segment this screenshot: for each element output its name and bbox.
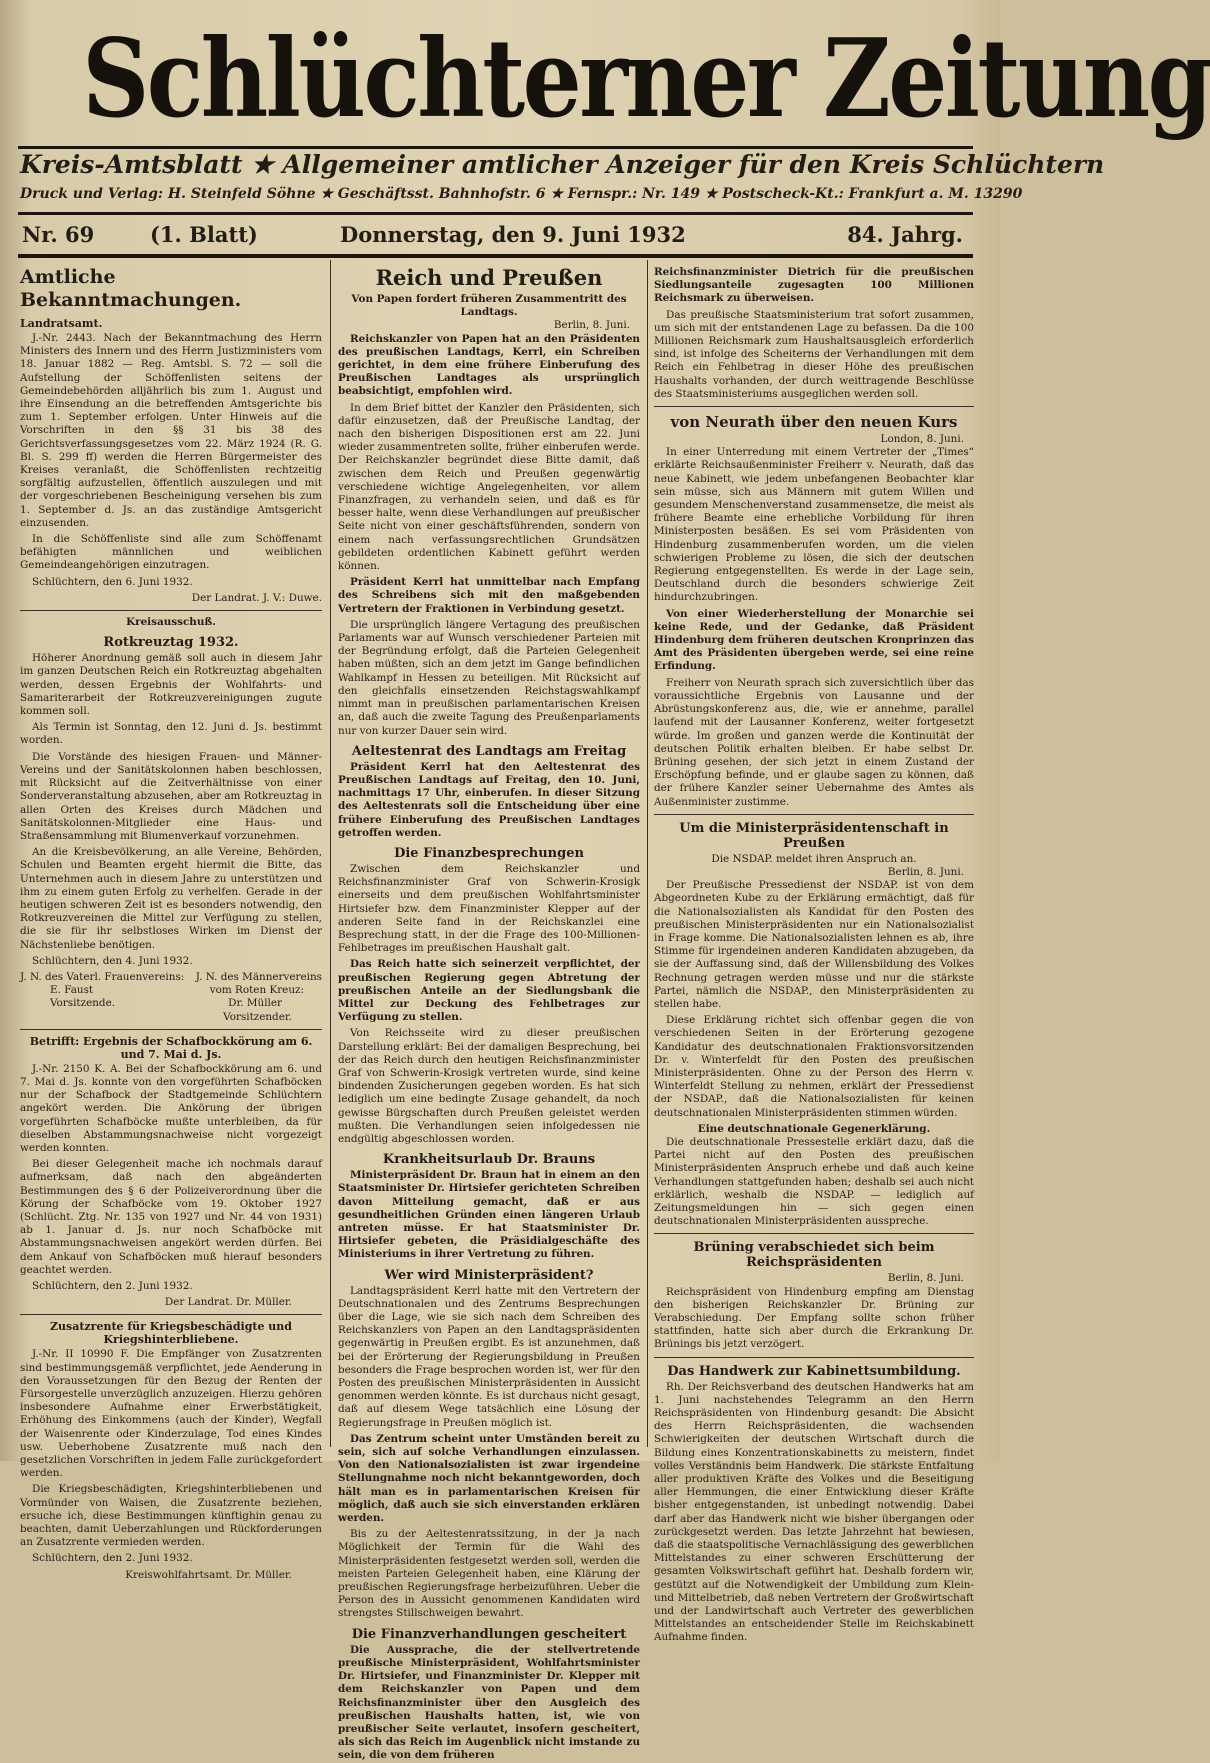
signature: Vorsitzende. bbox=[50, 997, 116, 1010]
signature: Der Landrat. Dr. Müller. bbox=[164, 1296, 292, 1309]
issue-sheet: (1. Blatt) bbox=[150, 222, 258, 247]
issue-dateline bbox=[22, 222, 967, 252]
paragraph: Präsident Kerrl hat unmittelbar nach Empfang des Schreibens sich mit den maßgebenden Vertretern der Fraktionen in Verbindung gesetzt. bbox=[338, 576, 640, 615]
paragraph: Von Reichsseite wird zu dieser preußischen Darstellung erklärt: Bei der damaligen Besprechung, bei der das Reich durch den heutigen Reichsfinanzminister Graf von Schwerin-Krosigk vertreten wurde, sind keine bindenden Zusicherungen gegeben worden. Es hat sich lediglich um eine bedingte Zusage gehandelt, da noch gewisse Bürgschaften durch Preußen geleistet werden mußten. Die Verhandlungen seien infolgedessen nie endgültig abgeschlossen worden. bbox=[338, 1027, 640, 1145]
paragraph: In dem Brief bittet der Kanzler den Präsidenten, sich dafür einzusetzen, daß der Preußische Landtag, der nach den bisherigen Dispositionen erst am 22. Juni wieder zusammentreten sollte, früher einberufen werde. Der Reichskanzler begründet diese Bitte damit, daß zwischen dem Reich und Preußen gegenwärtig verschiedene wichtige Angelegenheiten, vor allem Finanzfragen, zu verhandeln seien, und daß es für besser halte, wenn diese Verhandlungen auf preußischer Seite nicht von einer geschäftsführenden, sondern von einem nach verfassungsrechtlichen Grundsätzen gebildeten ordentlichen Kabinett geführt werden können. bbox=[338, 401, 640, 573]
divider bbox=[654, 1233, 974, 1234]
subheading: Die NSDAP. meldet ihren Anspruch an. bbox=[711, 852, 917, 865]
article-heading: Die Finanzbesprechungen bbox=[394, 845, 584, 861]
column-politics bbox=[654, 266, 974, 1644]
column-rule bbox=[330, 260, 331, 1447]
office-label: Kreisausschuß. bbox=[126, 616, 216, 629]
dateline: London, 8. Juni. bbox=[880, 433, 964, 446]
signature-block bbox=[20, 971, 322, 984]
paragraph: Die Vorstände des hiesigen Frauen- und Männer-Vereins und der Sanitätskolonnen haben beschlossen, mit Rücksicht auf die Zeitverhältnisse von einer Sonderveranstaltung abzusehen, aber am Rotkreuztag in allen Orten des Kreises durch Mädchen und Sanitätskolonnen-Mitglieder eine Haus- und Straßensammlung mit Blumenverkauf vorzunehmen. bbox=[20, 750, 322, 842]
divider bbox=[654, 814, 974, 815]
article-heading: Betrifft: Ergebnis der Schafbockkörung am 6. und 7. Mai d. Js. bbox=[29, 1034, 313, 1061]
paragraph: Höherer Anordnung gemäß soll auch in diesem Jahr im ganzen Deutschen Reich ein Rotkreuztag abgehalten werden, dessen Ergebnis der Wohlfahrts- und Samariterarbeit der Rotkreuzvereinigungen zugute kommen soll. bbox=[20, 652, 322, 718]
divider bbox=[20, 610, 322, 611]
article-heading: Aeltestenrat des Landtags am Freitag bbox=[351, 743, 627, 759]
place-date: Schlüchtern, den 6. Juni 1932. bbox=[32, 575, 193, 588]
subheading: Eine deutschnationale Gegenerklärung. bbox=[697, 1122, 931, 1135]
paragraph: In die Schöffenliste sind alle zum Schöffenamt befähigten männlichen und weiblichen Gemeindeangehörigen einzutragen. bbox=[20, 533, 322, 572]
masthead-subtitle: Kreis-Amtsblatt ★ Allgemeiner amtlicher Anzeiger für den Kreis Schlüchtern bbox=[20, 150, 1105, 179]
paragraph: Die ursprünglich längere Vertagung des preußischen Parlaments war auf Wunsch verschiedener Parteien mit der Begründung erfolgt, daß die Parteien Gelegenheit haben müßten, sich an dem jetzt im Gange befindlichen Wahlkampf in Hessen zu beteiligen. Mit Rücksicht auf den gleichfalls einsetzenden Reichstagswahlkampf nimmt man in preußischen parlamentarischen Kreisen an, daß auch die zweite Tagung des Preußenparlaments nur von kurzer Dauer sein wird. bbox=[338, 618, 640, 737]
paragraph: Reichsfinanzminister Dietrich für die preußischen Siedlungsanteile zugesagten 100 Millionen Reichsmark zu überweisen. bbox=[654, 266, 974, 305]
signature: J. N. des Vaterl. Frauenvereins: bbox=[20, 970, 185, 983]
article-heading: Wer wird Ministerpräsident? bbox=[384, 1267, 594, 1283]
issue-number: Nr. 69 bbox=[22, 222, 95, 247]
paragraph: J.-Nr. II 10990 F. Die Empfänger von Zusatzrenten sind bestimmungsgemäß verpflichtet, jede Aenderung in den Voraussetzungen für den Bezug der Renten der Fürsorgestelle unverzüglich anzuzeigen. Hierzu gehören insbesondere Aufnahme einer Erwerbstätigkeit, Erhöhung des Einkommens (auch der Kinder), Wegfall der Waisenrente oder Kinderzulage, Tod eines Kindes usw. Ueberhobene Zusatzrente muß nach den gesetzlichen Vorschriften in jedem Falle zurückgefordert werden. bbox=[20, 1348, 322, 1480]
divider bbox=[20, 1029, 322, 1030]
paragraph: Präsident Kerrl hat den Aeltestenrat des Preußischen Landtags auf Freitag, den 10. Juni, nachmittags 17 Uhr, einberufen. In dieser Sitzung des Aeltestenrats soll die Entscheidung über eine frühere Einberufung des Preußischen Landtages getroffen werden. bbox=[338, 760, 640, 839]
masthead-title: Schlüchterner Zeitung bbox=[82, 16, 1210, 142]
paragraph: Reichskanzler von Papen hat an den Präsidenten des preußischen Landtags, Kerrl, ein Schreiben gerichtet, in dem eine frühere Einberufung des Preußischen Landtages als ursprünglich beabsichtigt, empfohlen wird. bbox=[338, 332, 640, 398]
paragraph: Freiherr von Neurath sprach sich zuversichtlich über das voraussichtliche Ergebnis von Lausanne und der Abrüstungskonferenz aus, die, wie er annehme, parallel laufend mit der Lausanner Konferenz, weiter fortgesetzt würde. Im großen und ganzen werde die Kontinuität der deutschen Politik erhalten bleiben. Er habe selbst Dr. Brüning gesehen, der sich jetzt in einem Zustand der Erschöpfung befinde, und er glaube sagen zu können, daß der frühere Kanzler seiner Uebernahme des Amtes als Außenminister zustimme. bbox=[654, 676, 974, 808]
divider bbox=[18, 254, 973, 258]
column-official-notices bbox=[20, 266, 322, 1581]
paragraph: Reichspräsident von Hindenburg empfing am Dienstag den bisherigen Reichskanzler Dr. Brüning zur Verabschiedung. Der Empfang sollte schon früher stattfinden, hatte sich aber durch die Erkrankung Dr. Brünings bis jetzt verzögert. bbox=[654, 1285, 974, 1351]
paragraph: Das Reich hatte sich seinerzeit verpflichtet, der preußischen Regierung gegen Abtretung der preußischen Anteile an der Siedlungsbank die Mittel zur Deckung des Fehlbetrages zur Verfügung zu stellen. bbox=[338, 958, 640, 1024]
place-date: Schlüchtern, den 2. Juni 1932. bbox=[32, 1280, 193, 1292]
paragraph: Ministerpräsident Dr. Braun hat in einem an den Staatsminister Dr. Hirtsiefer gerichteten Schreiben davon Mitteilung gemacht, daß er aus gesundheitlichen Gründen einen längeren Urlaub antreten müsse. Er hat Staatsminister Dr. Hirtsiefer gebeten, die Präsidialgeschäfte des Ministeriums in ihrer Vertretung zu führen. bbox=[338, 1169, 640, 1261]
issue-year: 84. Jahrg. bbox=[847, 222, 963, 247]
signature-block bbox=[20, 997, 322, 1010]
section-heading: Amtliche Bekanntmachungen. bbox=[20, 266, 242, 311]
article-heading: Um die Ministerpräsidentenschaft in Preußen bbox=[679, 820, 949, 851]
signature: J. N. des Männervereins bbox=[195, 970, 322, 983]
issue-date: Donnerstag, den 9. Juni 1932 bbox=[340, 222, 686, 247]
paragraph: Die deutschnationale Pressestelle erklärt dazu, daß die Partei nicht auf den Posten des preußischen Ministerpräsidenten Anspruch erhebe und daß auch keine Verhandlungen stattgefunden haben; deshalb sei auch nicht erklärlich, weshalb die NSDAP. — lediglich auf Zeitungsmeldungen hin — sich gegen einen deutschnationalen Ministerpräsidenten ausspreche. bbox=[654, 1135, 974, 1228]
dateline: Berlin, 8. Juni. bbox=[887, 1272, 964, 1285]
signature: Vorsitzender. bbox=[223, 1010, 292, 1023]
divider bbox=[18, 212, 973, 215]
signature: E. Faust bbox=[50, 984, 94, 997]
paragraph: Bei dieser Gelegenheit mache ich nochmals darauf aufmerksam, daß nach den abgeänderten Bestimmungen des § 6 der Polizeiverordnung über die Körung der Schafböcke vom 19. Oktober 1927 (Schlücht. Ztg. Nr. 135 von 1927 und Nr. 44 von 1931) ab 1. Januar d. Js. nur noch Schafböcke mit Abstammungsnachweisen angekört werden dürfen. Bei dem Ankauf von Schafböcken muß hierauf besonders geachtet werden. bbox=[20, 1158, 322, 1276]
article-heading: Rotkreuztag 1932. bbox=[103, 635, 239, 651]
paragraph: In einer Unterredung mit einem Vertreter der „Times“ erklärte Reichsaußenminister Freiherr v. Neurath, daß das neue Kabinett, wie jedem unbefangenen Beobachter klar sein müsse, sich aus Männern mit gutem Willen und gesundem Menschenverstand zusammensetze, die meist als frühere Beamte eine erhebliche Vorbildung für ihren Ministerposten besäßen. Es sei vom Präsidenten von Hindenburg zusammenberufen worden, um die vielen schwierigen Probleme zu lösen, die sich der deutschen Regierung entgegenstellten. Es werde in der Lage sein, Deutschland durch die besonders schwierige Zeit hindurchzubringen. bbox=[654, 446, 974, 604]
paragraph: J.-Nr. 2150 K. A. Bei der Schafbockkörung am 6. und 7. Mai d. Js. konnte von den vorgeführten Schafböcken nur der Schafbock der Stadtgemeinde Schlüchtern angekört werden. Die Ankörung der übrigen vorgeführten Schafböcke mußte unterbleiben, da für dieselben Abstammungsnachweise nicht vorgezeigt werden konnten. bbox=[20, 1062, 322, 1154]
article-heading: Krankheitsurlaub Dr. Brauns bbox=[382, 1152, 596, 1168]
paragraph: Das preußische Staatsministerium trat sofort zusammen, um sich mit der entstandenen Lage zu befassen. Da die 100 Millionen Reichsmark zum Haushaltsausgleich erforderlich sind, ist infolge des Scheiterns der Verhandlungen mit dem Reich ein Fehlbetrag in dieser Höhe des preußischen Haushalts vorhanden, der durch weittragende Beschlüsse des Staatsministeriums ausgeglichen werden soll. bbox=[654, 308, 974, 400]
paragraph: Das Zentrum scheint unter Umständen bereit zu sein, sich auf solche Verhandlungen einzulassen. Von den Nationalsozialisten ist zwar irgendeine Stellungnahme noch nicht bekanntgeworden, doch hält man es in parlamentarischen Kreisen für möglich, daß auch sie sich einverstanden erklären werden. bbox=[338, 1432, 640, 1525]
paragraph: Die Kriegsbeschädigten, Kriegshinterbliebenen und Vormünder von Waisen, die Zusatzrente beziehen, ersuche ich, diese Bestimmungen künftighin genau zu beachten, damit Ueberzahlungen und Rückforderungen an Zusatzrente vermieden werden. bbox=[20, 1483, 322, 1549]
article-heading: Brüning verabschiedet sich beim Reichspräsidenten bbox=[693, 1240, 935, 1271]
paragraph: J.-Nr. 2443. Nach der Bekanntmachung des Herrn Ministers des Innern und des Herrn Justizministers vom 18. Januar 1882 — Reg. Amtsbl. S. 72 — soll die Aufstellung der Schöffenlisten seitens der Gemeindebehörden alljährlich bis zum 1. August und ihre Einsendung an die betreffenden Amtsgerichte bis zum 1. September erfolgen. Unter Hinweis auf die Vorschriften in den §§ 31 bis 38 des Gerichtsverfassungsgesetzes vom 22. März 1924 (R. G. Bl. S. 299 ff) werden die Herren Bürgermeister des Kreises veranlaßt, die Schöffenlisten rechtzeitig sorgfältig aufzustellen, öffentlich auszulegen und mit der vorgeschriebenen Bescheinigung versehen bis zum 1. September d. Js. an das zuständige Amtsgericht einzusenden. bbox=[20, 332, 322, 529]
article-heading: Das Handwerk zur Kabinettsumbildung. bbox=[667, 1363, 961, 1379]
office-label: Landratsamt. bbox=[20, 317, 103, 330]
paragraph: Von einer Wiederherstellung der Monarchie sei keine Rede, und der Gedanke, daß Präsident Hindenburg dem früheren deutschen Kronprinzen das Amt des Präsidenten übergeben werde, sei eine reine Erfindung. bbox=[654, 607, 974, 673]
signature: Der Landrat. J. V.: Duwe. bbox=[191, 591, 322, 604]
dateline: Berlin, 8. Juni. bbox=[887, 865, 964, 878]
paragraph: An die Kreisbevölkerung, an alle Vereine, Behörden, Schulen und Beamten ergeht hiermit die Bitte, das Unternehmen auch in diesem Jahre zu unterstützen und ihm zu einem guten Erfolg zu verhelfen. Gerade in der heutigen schweren Zeit ist es besonders notwendig, den Rotkreuzvereinen die Mittel zur Verfügung zu stellen, die sie für ihr selbstloses Wirken im Dienst der Nächstenliebe benötigen. bbox=[20, 846, 322, 951]
section-heading: Reich und Preußen bbox=[375, 265, 603, 290]
place-date: Schlüchtern, den 2. Juni 1932. bbox=[32, 1552, 193, 1565]
divider bbox=[20, 1314, 322, 1315]
article-heading: Zusatzrente für Kriegsbeschädigte und Kriegshinterbliebene. bbox=[49, 1320, 292, 1347]
paragraph: Rh. Der Reichsverband des deutschen Handwerks hat am 1. Juni nachstehendes Telegramm an den Herrn Reichspräsidenten von Hindenburg gesandt: Die Absicht des Herrn Reichspräsidenten, die wachsenden Schwierigkeiten der deutschen Wirtschaft durch die Bildung eines Konzentrationskabinetts zu meistern, findet volles Verständnis beim Handwerk. Die stärkste Entfaltung aller produktiven Kräfte des Volkes und die Beseitigung aller Hemmungen, die einer Entwicklung dieser Kräfte bisher entgegenstanden, ist unbedingt notwendig. Dabei darf aber das Handwerk nicht wie bisher übergangen oder zurückgesetzt werden. Das letzte Jahrzehnt hat bewiesen, daß die staatspolitische Vernachlässigung des gewerblichen Mittelstandes zu einer schweren Erschütterung der gesamten Volkswirtschaft geführt hat. Deshalb fordern wir, gestützt auf die Notwendigkeit der Umbildung zum Klein- und Mittelbetrieb, daß neben Vertretern der Großwirtschaft und der Landwirtschaft auch Vertreter des gewerblichen Mittelstandes an entscheidender Stelle im Reichskabinett Aufnahme finden. bbox=[654, 1380, 974, 1644]
column-rule bbox=[647, 260, 648, 1447]
paragraph: Die Aussprache, die der stellvertretende preußische Ministerpräsident, Wohlfahrtsminister Dr. Hirtsiefer, und Finanzminister Dr. Klepper mit dem Reichskanzler von Papen und dem Reichsfinanzminister über den Ausgleich des preußischen Haushalts hatten, ist, wie von preußischer Seite verlautet, insofern gescheitert, als sich das Reich im Augenblick nicht imstande zu sein, die von dem früheren bbox=[338, 1643, 640, 1762]
article-heading: von Neurath über den neuen Kurs bbox=[670, 413, 958, 432]
signature: vom Roten Kreuz: bbox=[209, 984, 304, 997]
paragraph: Zwischen dem Reichskanzler und Reichsfinanzminister Graf von Schwerin-Krosigk einerseits und dem preußischen Wohlfahrtsminister Hirtsiefer bzw. dem Finanzminister Klepper auf der anderen Seite fand in der Reichskanzlei eine Besprechung statt, in der die Frage des 100-Millionen-Fehlbetrages im preußischen Haushalt galt. bbox=[338, 862, 640, 955]
column-reich-und-preussen bbox=[338, 265, 640, 1762]
signature: Kreiswohlfahrtsamt. Dr. Müller. bbox=[125, 1568, 292, 1581]
paragraph: Landtagspräsident Kerrl hatte mit den Vertretern der Deutschnationalen und des Zentrums Besprechungen über die Lage, wie sie sich nach dem Schreiben des Reichskanzlers von Papen an den Landtagspräsidenten gegenwärtig in Preußen ergibt. Es ist anzunehmen, daß bei der Erörterung der Regierungsbildung in Preußen besonders die Frage besprochen worden ist, wer für den Posten des preußischen Ministerpräsidenten in Aussicht genommen werden könnte. Es ist durchaus nicht gesagt, daß auf diesem Wege tatsächlich eine Lösung der Regierungsfrage in Preußen möglich ist. bbox=[338, 1284, 640, 1429]
divider bbox=[654, 1357, 974, 1358]
masthead-publisher: Druck und Verlag: H. Steinfeld Söhne ★ Geschäftsst. Bahnhofstr. 6 ★ Fernspr.: Nr. 149 ★ Postscheck-Kt.: Frankfurt a. M. 13290 bbox=[20, 186, 1023, 202]
signature-block bbox=[20, 984, 322, 997]
divider bbox=[654, 406, 974, 407]
divider bbox=[18, 146, 973, 149]
signature: Dr. Müller bbox=[228, 997, 282, 1010]
dateline: Berlin, 8. Juni. bbox=[553, 319, 630, 332]
paragraph: Bis zu der Aeltestenratssitzung, in der ja nach Möglichkeit der Termin für die Wahl des Ministerpräsidenten festgesetzt werden soll, werden die meisten Parteien Gelegenheit haben, eine Klärung der preußischen Regierungsfrage herbeizuführen. Ueber die Person des in Aussicht genommenen Kandidaten wird strengstes Stillschweigen bewahrt. bbox=[338, 1528, 640, 1620]
paragraph: Diese Erklärung richtet sich offenbar gegen die von verschiedenen Seiten in der Erörterung gezogene Kandidatur des deutschnationalen Fraktionsvorsitzenden Dr. v. Winterfeldt für den Posten des preußischen Ministerpräsidenten. Ohne zu der Person des Herrn v. Winterfeldt Stellung zu nehmen, erklärt der Pressedienst der NSDAP., daß die Nationalsozialisten für keinen deutschnationalen Ministerpräsidenten stimmen würden. bbox=[654, 1014, 974, 1119]
paragraph: Als Termin ist Sonntag, den 12. Juni d. Js. bestimmt worden. bbox=[20, 721, 322, 747]
subheading: Von Papen fordert früheren Zusammentritt des Landtags. bbox=[351, 293, 627, 319]
place-date: Schlüchtern, den 4. Juni 1932. bbox=[32, 954, 193, 967]
article-heading: Die Finanzverhandlungen gescheitert bbox=[351, 1626, 627, 1642]
paragraph: Der Preußische Pressedienst der NSDAP. ist von dem Abgeordneten Kube zu der Erklärung ermächtigt, daß für die Nationalsozialisten als Kandidat für den Posten des preußischen Ministerpräsidenten nur ein Nationalsozialist in Frage komme. Die Nationalsozialisten lehnen es ab, ihre Stimme für irgendeinen anderen Kandidaten abzugeben, da sie der Auffassung sind, daß der Willensbildung des Volkes Rechnung getragen werden müsse und nur die stärkste Partei, nämlich die NSDAP., den Ministerpräsidenten zu stellen habe. bbox=[654, 879, 974, 1010]
